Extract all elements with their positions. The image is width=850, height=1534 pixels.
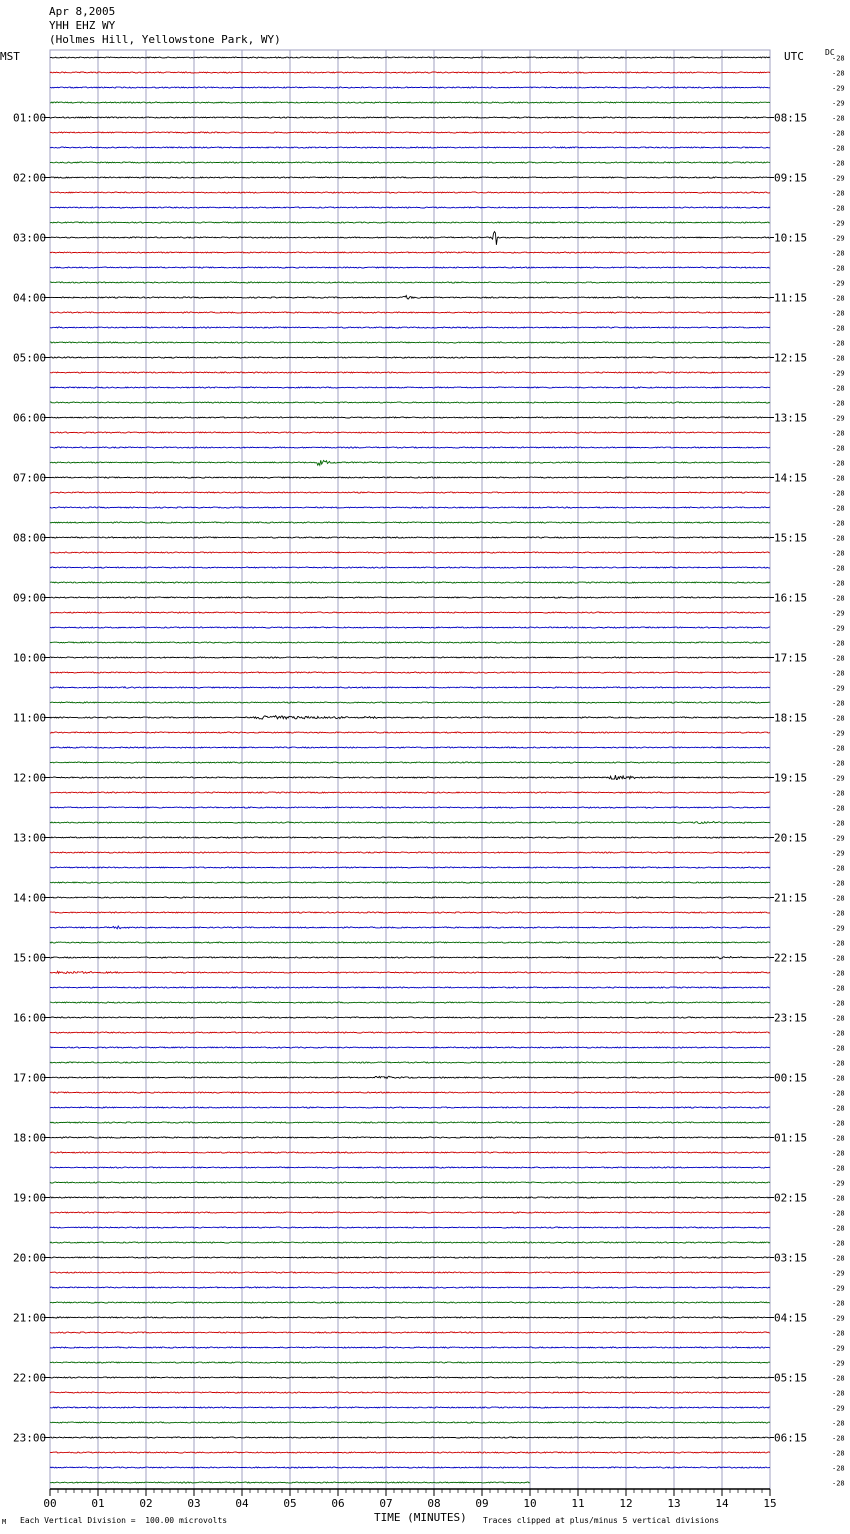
right-hour-label: 14:15 <box>774 471 808 485</box>
left-hour-label: 09:00 <box>13 591 47 605</box>
right-hour-label: 20:15 <box>774 831 808 845</box>
seismic-trace <box>50 222 770 223</box>
dc-offset-label: -28 <box>832 204 845 213</box>
dc-offset-label: -29 <box>832 924 845 933</box>
dc-offset-label: -28 <box>832 1164 845 1173</box>
left-hour-label: 18:00 <box>13 1131 47 1145</box>
dc-offset-label: -29 <box>832 84 845 93</box>
dc-offset-label: -28 <box>832 444 845 453</box>
plot-frame <box>50 50 770 1489</box>
dc-offset-label: -28 <box>832 144 845 153</box>
seismic-trace <box>50 987 770 988</box>
dc-offset-label: -28 <box>832 309 845 318</box>
dc-offset-label: -28 <box>832 69 845 78</box>
seismic-trace <box>50 1272 770 1273</box>
dc-offset-label: -28 <box>832 354 845 363</box>
right-hour-label: 01:15 <box>774 1131 808 1145</box>
x-tick-label: 00 <box>43 1497 57 1510</box>
left-hour-label: 15:00 <box>13 951 47 965</box>
location-title: (Holmes Hill, Yellowstone Park, WY) <box>49 33 281 46</box>
right-hour-label: 21:15 <box>774 891 808 905</box>
seismic-trace <box>50 1197 770 1198</box>
seismic-trace <box>50 460 770 465</box>
right-hour-label: 05:15 <box>774 1371 808 1385</box>
dc-offset-label: -29 <box>832 774 845 783</box>
seismic-trace <box>50 1017 770 1018</box>
dc-offset-label: -29 <box>832 1404 845 1413</box>
seismic-trace <box>50 1392 770 1393</box>
left-hour-label: 11:00 <box>13 711 47 725</box>
dc-offset-label: -28 <box>832 399 845 408</box>
seismic-trace <box>50 1377 770 1378</box>
dc-offset-label: -28 <box>832 789 845 798</box>
seismic-trace <box>50 822 770 824</box>
seismic-trace <box>50 327 770 328</box>
seismic-trace <box>50 477 770 478</box>
left-hour-label: 08:00 <box>13 531 47 545</box>
right-hour-label: 23:15 <box>774 1011 808 1025</box>
dc-offset-label: -28 <box>832 999 845 1008</box>
left-hour-label: 07:00 <box>13 471 47 485</box>
dc-offset-label: -28 <box>832 759 845 768</box>
x-tick-label: 04 <box>235 1497 249 1510</box>
dc-offset-label: -29 <box>832 279 845 288</box>
dc-offset-label: -29 <box>832 234 845 243</box>
dc-offset-label: -28 <box>832 114 845 123</box>
dc-offset-label: -29 <box>832 414 845 423</box>
dc-offset-label: -29 <box>832 1179 845 1188</box>
seismic-trace <box>50 567 770 568</box>
dc-offset-label: -28 <box>832 1464 845 1473</box>
dc-offset-label: -28 <box>832 189 845 198</box>
dc-offset-label: -28 <box>832 249 845 258</box>
dc-offset-label: -29 <box>832 369 845 378</box>
dc-offset-label: -28 <box>832 819 845 828</box>
dc-offset-label: -29 <box>832 1314 845 1323</box>
x-tick-label: 12 <box>619 1497 633 1510</box>
dc-offset-label: -28 <box>832 639 845 648</box>
dc-offset-label: -28 <box>832 1419 845 1428</box>
right-hour-label: 00:15 <box>774 1071 808 1085</box>
seismic-trace <box>50 1287 770 1288</box>
x-tick-label: 01 <box>91 1497 105 1510</box>
dc-offset-label: -28 <box>832 594 845 603</box>
right-hour-label: 04:15 <box>774 1311 808 1325</box>
seismic-trace <box>50 357 770 358</box>
dc-offset-label: -28 <box>832 1089 845 1098</box>
right-hour-label: 17:15 <box>774 651 808 665</box>
x-tick-label: 14 <box>715 1497 729 1510</box>
seismic-trace <box>50 162 770 163</box>
seismic-trace <box>50 716 770 720</box>
left-hour-label: 12:00 <box>13 771 47 785</box>
seismic-trace <box>50 702 770 703</box>
seismic-trace <box>50 1212 770 1213</box>
dc-offset-label: -28 <box>832 969 845 978</box>
seismic-trace <box>50 807 770 808</box>
seismic-trace <box>50 912 770 913</box>
seismic-trace <box>50 252 770 253</box>
dc-offset-label: -28 <box>832 1104 845 1113</box>
seismic-trace <box>50 282 770 283</box>
left-hour-label: 01:00 <box>13 111 47 125</box>
seismic-trace <box>50 147 770 148</box>
seismic-trace <box>50 1452 770 1453</box>
x-tick-label: 13 <box>667 1497 681 1510</box>
seismic-trace <box>50 971 770 973</box>
left-hour-label: 22:00 <box>13 1371 47 1385</box>
dc-offset-label: -28 <box>832 294 845 303</box>
seismic-trace <box>50 1407 770 1408</box>
x-axis-label: TIME (MINUTES) <box>374 1511 467 1524</box>
dc-offset-label: -28 <box>832 1434 845 1443</box>
x-tick-label: 07 <box>379 1497 393 1510</box>
seismic-trace <box>50 1076 770 1078</box>
clip-note: Traces clipped at plus/minus 5 vertical divisions <box>483 1516 720 1525</box>
seismic-trace <box>50 837 770 838</box>
right-hour-label: 19:15 <box>774 771 808 785</box>
dc-offset-label: -28 <box>832 384 845 393</box>
seismic-trace <box>50 1002 770 1003</box>
seismic-trace <box>50 775 770 779</box>
x-tick-label: 10 <box>523 1497 537 1510</box>
seismic-trace <box>50 132 770 133</box>
x-tick-label: 06 <box>331 1497 345 1510</box>
dc-offset-label: -28 <box>832 714 845 723</box>
seismic-trace <box>50 387 770 388</box>
dc-offset-label: -28 <box>832 1149 845 1158</box>
seismic-trace <box>50 582 770 583</box>
right-hour-label: 10:15 <box>774 231 808 245</box>
seismic-trace <box>50 1302 770 1303</box>
dc-offset-label: -28 <box>832 504 845 513</box>
seismic-trace <box>50 926 770 929</box>
seismic-trace <box>50 552 770 553</box>
seismic-trace <box>50 372 770 373</box>
left-hour-label: 17:00 <box>13 1071 47 1085</box>
right-hour-label: 09:15 <box>774 171 808 185</box>
seismic-trace <box>50 1422 770 1423</box>
seismic-trace <box>50 1362 770 1363</box>
dc-offset-label: -28 <box>832 864 845 873</box>
dc-offset-label: -28 <box>832 879 845 888</box>
seismic-trace <box>50 1467 770 1468</box>
left-hour-label: 20:00 <box>13 1251 47 1265</box>
dc-offset-label: -28 <box>832 1329 845 1338</box>
seismic-trace <box>50 732 770 733</box>
seismic-trace <box>50 342 770 343</box>
dc-offset-label: -28 <box>832 459 845 468</box>
dc-offset-label: -29 <box>832 729 845 738</box>
left-timezone-label: MST <box>0 50 20 63</box>
dc-offset-label: -29 <box>832 99 845 108</box>
dc-offset-label: -28 <box>832 699 845 708</box>
dc-offset-label: -28 <box>832 489 845 498</box>
dc-offset-label: -28 <box>832 264 845 273</box>
dc-offset-label: -28 <box>832 1044 845 1053</box>
seismic-trace <box>50 522 770 523</box>
left-hour-label: 10:00 <box>13 651 47 665</box>
left-hour-label: 14:00 <box>13 891 47 905</box>
left-hour-label: 21:00 <box>13 1311 47 1325</box>
dc-offset-label: -28 <box>832 984 845 993</box>
seismic-trace <box>50 612 770 613</box>
right-hour-label: 11:15 <box>774 291 808 305</box>
dc-offset-label: -28 <box>832 804 845 813</box>
right-hour-label: 08:15 <box>774 111 808 125</box>
seismic-trace <box>50 1182 770 1183</box>
dc-offset-label: -28 <box>832 324 845 333</box>
left-hour-label: 23:00 <box>13 1431 47 1445</box>
dc-offset-label: -28 <box>832 954 845 963</box>
seismic-trace <box>50 177 770 178</box>
footer-mark: M <box>2 1518 7 1526</box>
dc-offset-label: -28 <box>832 474 845 483</box>
dc-offset-label: -28 <box>832 894 845 903</box>
seismic-trace <box>50 507 770 508</box>
left-hour-label: 02:00 <box>13 171 47 185</box>
right-timezone-label: UTC <box>784 50 804 63</box>
seismic-trace <box>50 1047 770 1048</box>
dc-offset-label: -28 <box>832 1074 845 1083</box>
seismic-trace <box>50 1317 770 1318</box>
dc-offset-label: -28 <box>832 54 845 63</box>
dc-offset-label: -28 <box>832 1449 845 1458</box>
seismic-trace <box>50 1242 770 1243</box>
seismic-trace <box>50 897 770 898</box>
seismic-trace <box>50 192 770 193</box>
dc-offset-label: -29 <box>832 174 845 183</box>
dc-offset-label: -29 <box>832 1284 845 1293</box>
left-hour-label: 04:00 <box>13 291 47 305</box>
x-tick-label: 05 <box>283 1497 297 1510</box>
right-hour-label: 02:15 <box>774 1191 808 1205</box>
dc-offset-label: -28 <box>832 1029 845 1038</box>
seismic-trace <box>50 657 770 658</box>
dc-offset-label: -28 <box>832 129 845 138</box>
dc-offset-label: -28 <box>832 519 845 528</box>
dc-offset-label: -28 <box>832 1299 845 1308</box>
dc-offset-label: -28 <box>832 1059 845 1068</box>
seismic-trace <box>50 102 770 103</box>
seismic-trace <box>50 642 770 643</box>
x-tick-label: 09 <box>475 1497 489 1510</box>
dc-offset-label: -29 <box>832 684 845 693</box>
left-hour-label: 13:00 <box>13 831 47 845</box>
left-hour-label: 03:00 <box>13 231 47 245</box>
seismic-trace <box>50 597 770 598</box>
seismic-trace <box>50 942 770 943</box>
seismic-trace <box>50 762 770 763</box>
seismic-trace <box>50 72 770 73</box>
dc-offset-label: -28 <box>832 1479 845 1488</box>
dc-offset-label: -28 <box>832 1389 845 1398</box>
seismic-trace <box>50 1227 770 1228</box>
left-hour-label: 06:00 <box>13 411 47 425</box>
x-tick-label: 03 <box>187 1497 201 1510</box>
dc-offset-label: -28 <box>832 549 845 558</box>
dc-offset-label: -28 <box>832 1014 845 1023</box>
dc-offset-label: -28 <box>832 654 845 663</box>
dc-offset-label: -28 <box>832 1194 845 1203</box>
dc-offset-label: -28 <box>832 579 845 588</box>
seismic-trace <box>50 1437 770 1438</box>
seismic-trace <box>50 117 770 118</box>
right-hour-label: 12:15 <box>774 351 808 365</box>
x-tick-label: 11 <box>571 1497 585 1510</box>
seismic-trace <box>50 1062 770 1063</box>
left-hour-label: 19:00 <box>13 1191 47 1205</box>
right-hour-label: 13:15 <box>774 411 808 425</box>
seismic-trace <box>50 1167 770 1168</box>
seismic-trace <box>50 747 770 748</box>
seismic-trace <box>50 402 770 403</box>
dc-offset-label: -28 <box>832 744 845 753</box>
seismic-trace <box>50 232 770 245</box>
seismic-trace <box>50 957 770 960</box>
seismic-trace <box>50 1332 770 1333</box>
seismic-trace <box>50 1092 770 1093</box>
date-title: Apr 8,2005 <box>49 5 116 18</box>
scale-note: Each Vertical Division = 100.00 microvolts <box>20 1516 228 1525</box>
seismic-trace <box>50 852 770 853</box>
dc-offset-header: DC <box>825 48 835 57</box>
dc-offset-label: -29 <box>832 1359 845 1368</box>
dc-offset-label: -29 <box>832 609 845 618</box>
seismic-trace <box>50 432 770 433</box>
dc-offset-label: -29 <box>832 1269 845 1278</box>
dc-offset-label: -28 <box>832 339 845 348</box>
seismic-trace <box>50 687 770 689</box>
left-hour-label: 05:00 <box>13 351 47 365</box>
seismic-trace <box>50 207 770 208</box>
dc-offset-label: -28 <box>832 1239 845 1248</box>
dc-offset-label: -29 <box>832 834 845 843</box>
right-hour-label: 16:15 <box>774 591 808 605</box>
dc-offset-label: -28 <box>832 909 845 918</box>
seismic-trace <box>50 1122 770 1123</box>
seismic-trace <box>50 1347 770 1348</box>
dc-offset-label: -28 <box>832 159 845 168</box>
seismic-trace <box>50 867 770 868</box>
dc-offset-label: -28 <box>832 1119 845 1128</box>
seismic-trace <box>50 1137 770 1138</box>
seismic-trace <box>50 1152 770 1153</box>
seismic-trace <box>50 792 770 793</box>
x-tick-label: 02 <box>139 1497 153 1510</box>
seismic-trace <box>50 87 770 88</box>
dc-offset-label: -28 <box>832 669 845 678</box>
seismic-trace <box>50 57 770 58</box>
seismic-trace <box>50 1107 770 1108</box>
right-hour-label: 22:15 <box>774 951 808 965</box>
dc-offset-label: -28 <box>832 564 845 573</box>
right-hour-label: 15:15 <box>774 531 808 545</box>
right-hour-label: 06:15 <box>774 1431 808 1445</box>
dc-offset-label: -29 <box>832 849 845 858</box>
seismic-trace <box>50 882 770 883</box>
dc-offset-label: -28 <box>832 1209 845 1218</box>
dc-offset-label: -28 <box>832 939 845 948</box>
seismic-trace <box>50 267 770 268</box>
seismic-trace <box>50 672 770 673</box>
dc-offset-label: -28 <box>832 534 845 543</box>
dc-offset-label: -28 <box>832 429 845 438</box>
seismic-trace <box>50 627 770 628</box>
x-tick-label: 15 <box>763 1497 777 1510</box>
station-title: YHH EHZ WY <box>49 19 116 32</box>
dc-offset-label: -29 <box>832 624 845 633</box>
dc-offset-label: -29 <box>832 219 845 228</box>
seismic-trace <box>50 447 770 448</box>
seismic-trace <box>50 1257 770 1258</box>
right-hour-label: 18:15 <box>774 711 808 725</box>
dc-offset-label: -29 <box>832 1344 845 1353</box>
dc-offset-label: -28 <box>832 1374 845 1383</box>
seismic-trace <box>50 1032 770 1033</box>
seismic-trace <box>50 296 770 300</box>
seismic-trace <box>50 537 770 538</box>
seismic-trace <box>50 312 770 313</box>
x-tick-label: 08 <box>427 1497 441 1510</box>
dc-offset-label: -28 <box>832 1254 845 1263</box>
dc-offset-label: -28 <box>832 1224 845 1233</box>
dc-offset-label: -28 <box>832 1134 845 1143</box>
left-hour-label: 16:00 <box>13 1011 47 1025</box>
right-hour-label: 03:15 <box>774 1251 808 1265</box>
seismic-trace <box>50 417 770 418</box>
seismic-trace <box>50 492 770 493</box>
